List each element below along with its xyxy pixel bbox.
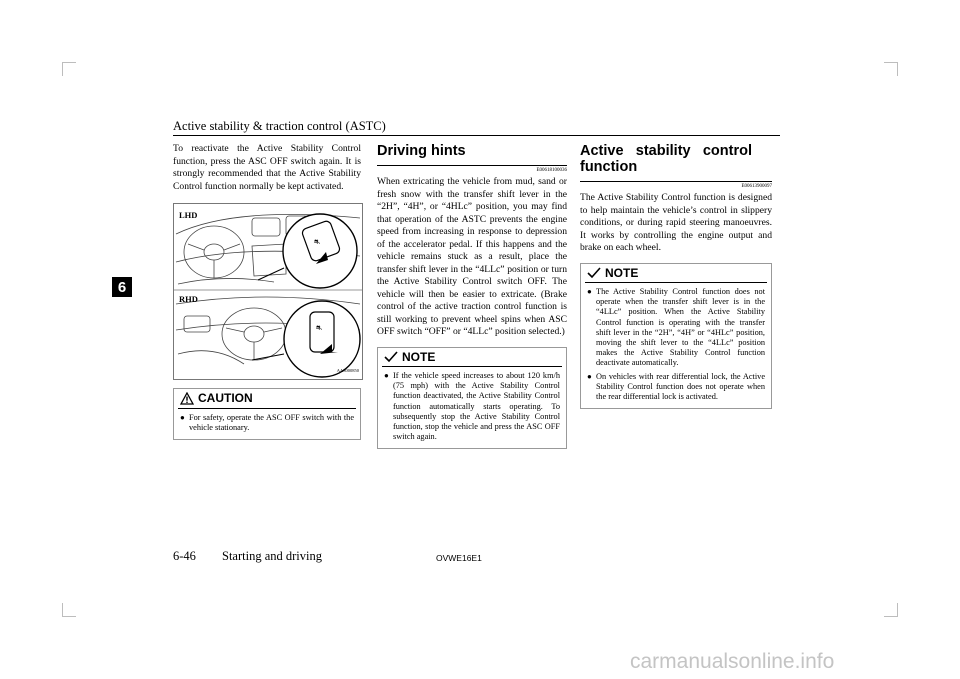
crop-mark (62, 62, 63, 76)
note-box (377, 347, 567, 450)
asc-off-symbol: ⛐ (314, 238, 321, 246)
driving-hints-paragraph: When extricating the vehicle from mud, sand or fresh snow with the transfer shift lever in the “2H”, “4H”, or “4HLc” position, you may find that operation of the ASTC prevents the engine speed from increasing in response to depression of the accelerator pedal. If this happens and the vehicle remains stuck as a result, place the transfer shift lever in the “4LLc” position or turn the Active Stability Control switch OFF. The vehicle will then be easier to extricate. (Brake control of the active traction control function is still working to prevent wheel spins when ASC OFF switch “OFF” or “4LLc” position selected.) (377, 176, 567, 337)
crop-mark (62, 62, 76, 63)
page-number: 6-46 (173, 549, 196, 563)
caution-item: ● For safety, operate the ASC OFF switch with the vehicle stationary. (180, 413, 354, 433)
bullet-icon: ● (587, 371, 592, 381)
note-header (378, 348, 566, 367)
column-left (173, 143, 361, 440)
warning-triangle-icon (180, 392, 194, 405)
crop-mark (884, 62, 898, 63)
pencil-check-icon (384, 351, 398, 363)
running-header: Active stability & traction control (ASTC) (173, 119, 386, 133)
section-code: E00613900097 (741, 184, 772, 189)
section-rule (377, 165, 567, 166)
crop-mark (897, 62, 898, 76)
chapter-tab: 6 (112, 277, 132, 297)
crop-mark (62, 603, 63, 617)
note-item: ● The Active Stability Control function does not operate when the transfer shift lever is in the “4LLc” position. When the Active Stability Control function is operating with the transfer shift lever in the “2H”, “4H” or “4HLc” position, moving the shift lever to the “4LLc” position makes the Active Stability Control function deactivate automatically. (587, 287, 765, 368)
driving-hints-title: Driving hints (377, 143, 466, 159)
note-title: NOTE (605, 265, 639, 280)
svg-text:⛐: ⛐ (316, 324, 323, 332)
note-rule (382, 366, 562, 367)
chapter-name: Starting and driving (222, 549, 322, 563)
caution-box (173, 388, 361, 440)
watermark: carmanualsonline.info (630, 650, 835, 673)
switch-location-figure (173, 203, 363, 380)
section-code: E00618100036 (536, 168, 567, 173)
column-middle (377, 143, 567, 449)
header-rule (173, 135, 780, 136)
section-rule (580, 181, 772, 182)
publication-code: OVWE16E1 (436, 553, 482, 563)
reactivate-paragraph: To reactivate the Active Stability Control function, press the ASC OFF switch again. It is strongly recommended that the Active Stability Control function normally be kept activated. (173, 143, 361, 192)
note-rule (585, 282, 767, 283)
pencil-check-icon (587, 267, 601, 279)
bullet-icon: ● (384, 371, 389, 380)
caution-rule (178, 408, 356, 409)
caution-header (174, 389, 360, 408)
column-right (580, 143, 772, 409)
lhd-label: LHD (179, 210, 198, 220)
bullet-icon: ● (587, 287, 592, 296)
note-title: NOTE (402, 349, 436, 364)
note-box (580, 263, 772, 410)
crop-mark (62, 616, 76, 617)
bullet-icon: ● (180, 413, 185, 422)
dashboard-illustration (174, 204, 362, 379)
caution-title: CAUTION (198, 391, 253, 406)
asc-function-paragraph: The Active Stability Control function is designed to help maintain the vehicle’s control in slippery conditions, or during rapid steering manoeuvres. It works by controlling the engine output and brake on each wheel. (580, 192, 772, 253)
crop-mark (897, 603, 898, 617)
note-item: ● If the vehicle speed increases to about 120 km/h (75 mph) with the Active Stability Control function deactivated, the Active Stability Control function automatically starts operating. To subsequently stop the Active Stability Control function, stop the vehicle and press the ASC OFF switch again. (384, 371, 560, 442)
figure-code: AA3000850 (336, 367, 359, 373)
rhd-label: RHD (179, 294, 198, 304)
crop-mark (884, 616, 898, 617)
asc-function-title: Active stability control function (580, 143, 752, 175)
note-item: ● On vehicles with rear differential lock, the Active Stability Control function does not operate when the rear differential lock is activated. (587, 371, 765, 402)
note-header (581, 264, 771, 283)
